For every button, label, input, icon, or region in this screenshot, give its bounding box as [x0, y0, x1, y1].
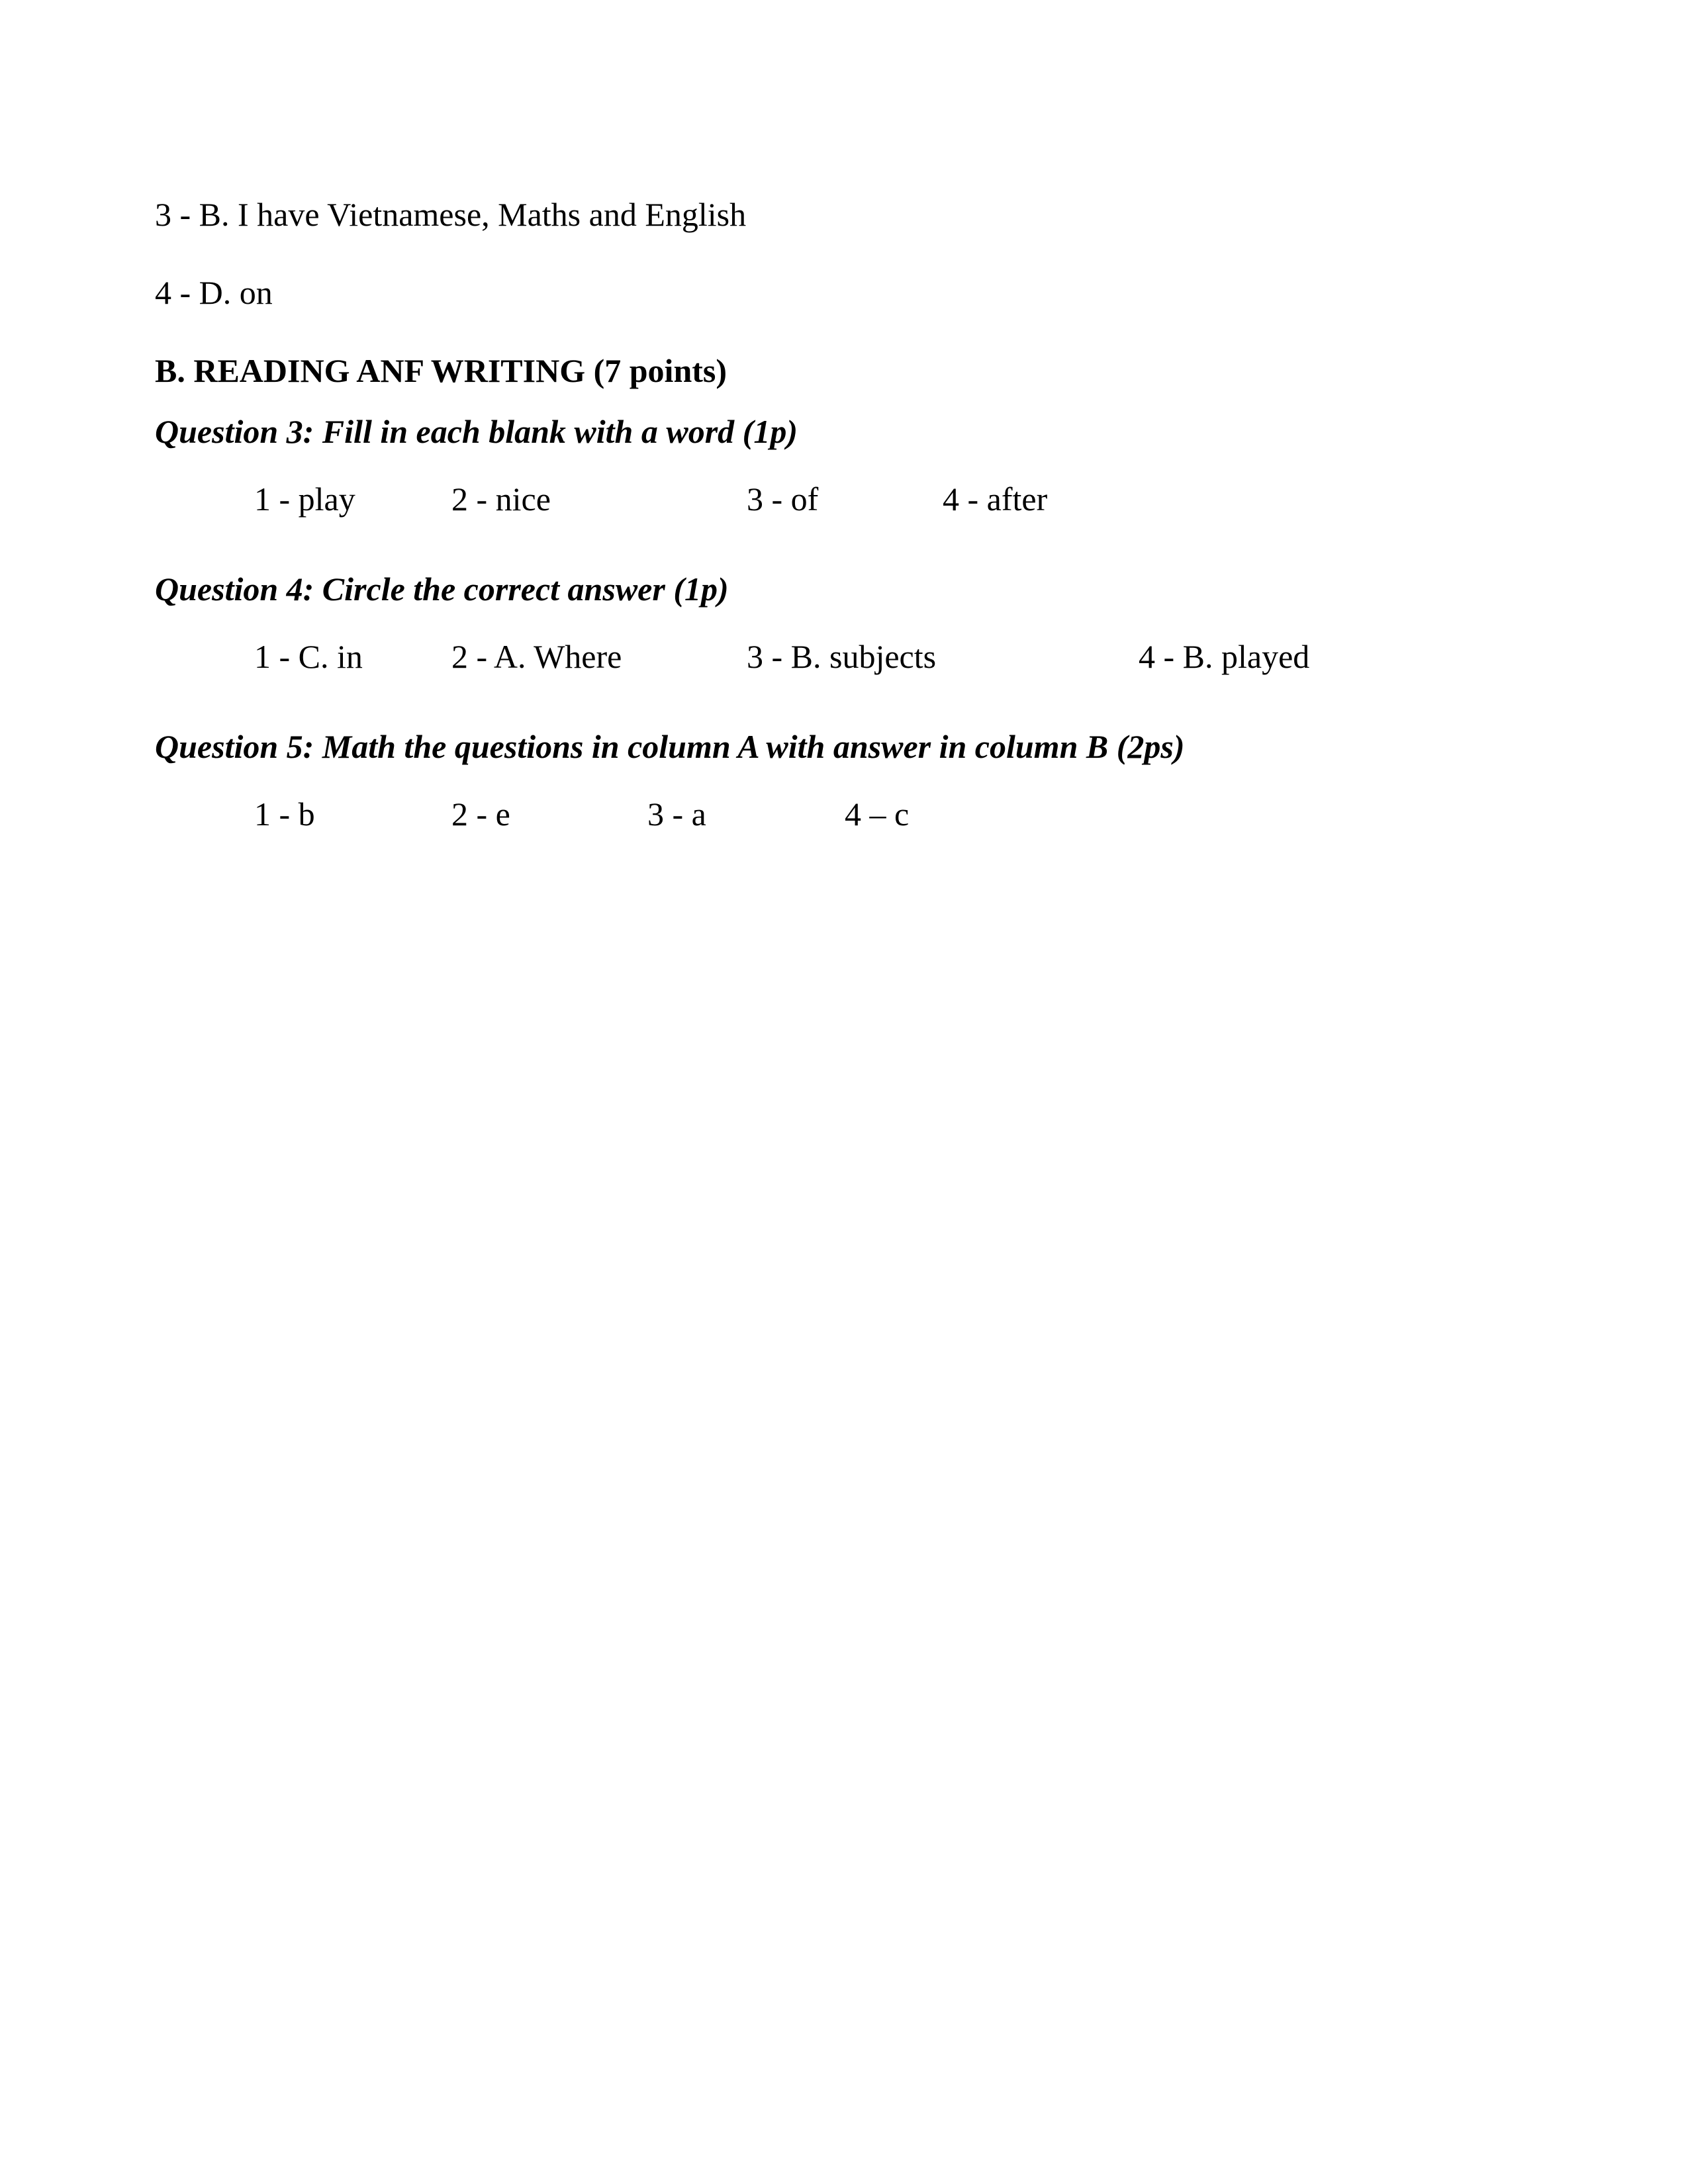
answer-item: 4 - after: [943, 480, 1048, 518]
answer-item: 1 - C. in: [254, 638, 363, 675]
answer-item: 3 - of: [747, 480, 819, 518]
answer-item: 1 - play: [254, 480, 355, 518]
question-3-title: Question 3: Fill in each blank with a word (1p): [155, 413, 798, 450]
answer-item: 2 - nice: [451, 480, 551, 518]
answer-item: 3 - B. subjects: [747, 638, 937, 675]
answer-item: 4 - B. played: [1139, 638, 1310, 675]
listening-answer-3: 3 - B. I have Vietnamese, Maths and English: [155, 196, 747, 233]
answer-item: 4 – c: [845, 796, 910, 833]
answer-item: 2 - A. Where: [451, 638, 622, 675]
answer-item: 2 - e: [451, 796, 510, 833]
question-4-title: Question 4: Circle the correct answer (1p): [155, 570, 729, 608]
answer-item: 1 - b: [254, 796, 315, 833]
answer-item: 3 - a: [647, 796, 706, 833]
listening-answer-4: 4 - D. on: [155, 274, 273, 311]
question-5-title: Question 5: Math the questions in column A with answer in column B (2ps): [155, 728, 1185, 765]
section-b-heading: B. READING ANF WRITING (7 points): [155, 352, 727, 389]
